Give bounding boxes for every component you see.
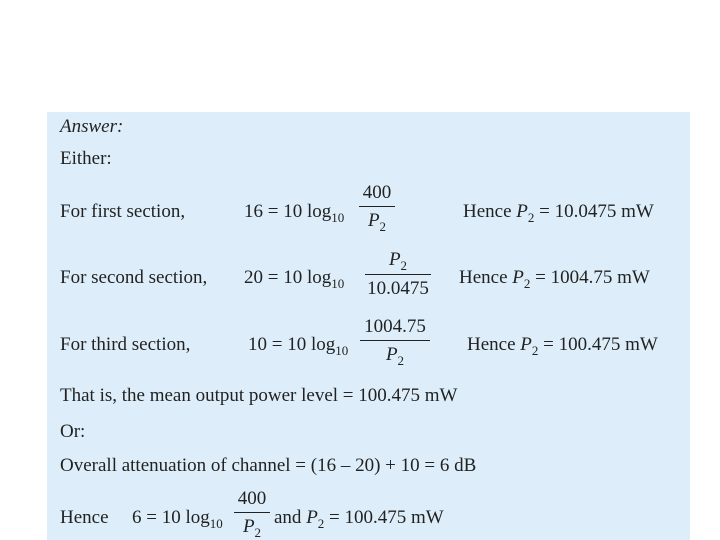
fraction-numerator: 400 — [237, 488, 267, 509]
answer-panel — [47, 112, 690, 540]
final-hence-label: Hence — [60, 507, 109, 528]
second-section-lhs: 20 = 10 $\log_{10}$ — [244, 267, 345, 291]
third-section-lhs: 10 = 10 $\log_{10}$ — [248, 334, 349, 358]
first-section-result: Hence $P_2 = 10.0475$ mW — [463, 201, 654, 225]
fraction-denominator: $P_2$ — [242, 516, 262, 540]
overall-attenuation-statement: Overall attenuation of channel = (16 – 20) + 10 = 6 dB — [60, 455, 477, 476]
fraction-bar — [234, 512, 270, 513]
third-section-label: For third section, — [60, 334, 191, 355]
fraction-numerator: $P_2$ — [388, 249, 408, 273]
fraction-numerator: 1004.75 — [364, 316, 426, 337]
first-section-label: For first section, — [60, 201, 186, 222]
final-lhs: 6 = 10 $\log_{10}$ — [132, 507, 223, 531]
second-section-label: For second section, — [60, 267, 208, 288]
fraction-bar — [365, 274, 431, 275]
fraction-numerator: 400 — [362, 182, 392, 203]
fraction-denominator: 10.0475 — [367, 278, 429, 299]
final-fraction — [234, 488, 270, 539]
fraction-bar — [359, 206, 395, 207]
first-section-lhs: 16 = 10 $\log_{10}$ — [244, 201, 345, 225]
third-section-fraction — [360, 316, 430, 367]
either-label: Either: — [60, 148, 112, 169]
second-section-fraction — [365, 249, 431, 300]
final-result: and $P_2 = 100.475$ mW — [274, 507, 444, 531]
fraction-bar — [360, 340, 430, 341]
answer-heading: Answer: — [60, 116, 124, 137]
first-section-fraction — [359, 182, 395, 233]
third-section-result: Hence $P_2 = 100.475$ mW — [467, 334, 658, 358]
fraction-denominator: $P_2$ — [367, 210, 387, 234]
mean-output-statement: That is, the mean output power level = 100.475 mW — [60, 385, 458, 406]
or-label: Or: — [60, 421, 86, 442]
fraction-denominator: $P_2$ — [385, 344, 405, 368]
second-section-result: Hence $P_2 = 1004.75$ mW — [459, 267, 650, 291]
